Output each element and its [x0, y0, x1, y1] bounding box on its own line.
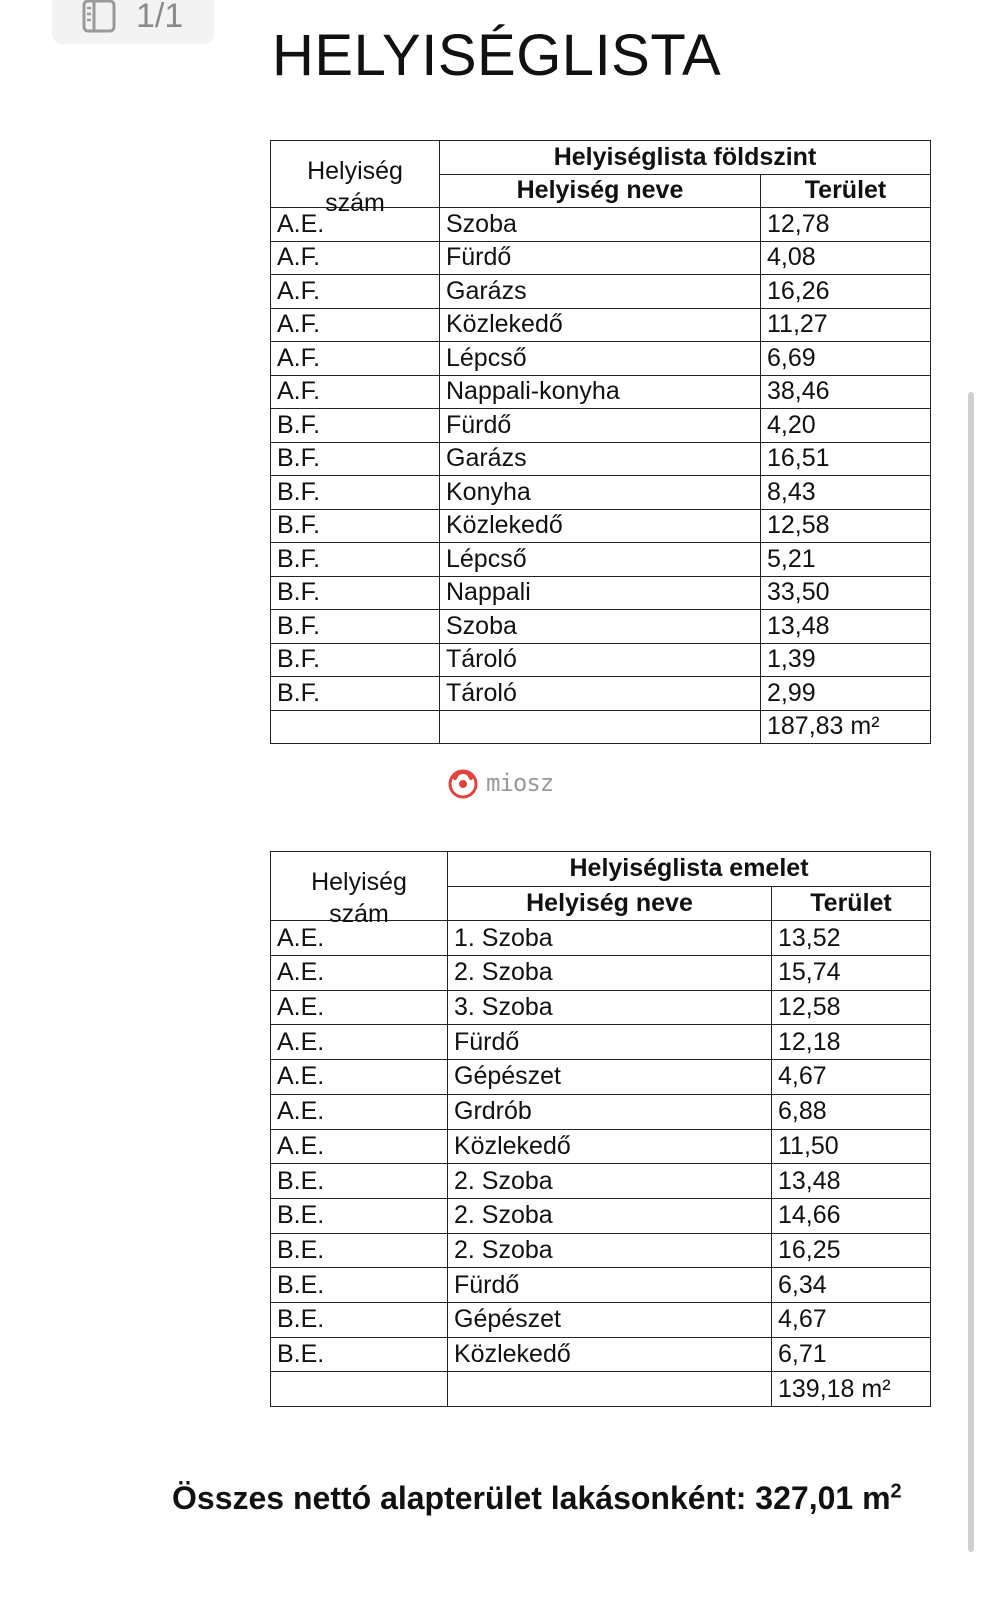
room-area-cell: 6,71 — [772, 1337, 931, 1372]
page-count: 1/1 — [136, 0, 184, 35]
room-number-header-line2: szám — [325, 189, 385, 217]
room-name-cell: Szoba — [440, 610, 761, 644]
room-number-header — [271, 852, 448, 928]
summary-superscript: 2 — [890, 1480, 902, 1503]
room-area-cell: 14,66 — [772, 1198, 931, 1233]
room-area-cell: 13,48 — [761, 610, 931, 644]
room-name-cell: Tároló — [440, 643, 761, 677]
room-area-cell: 16,25 — [772, 1233, 931, 1268]
room-number-cell: B.F. — [271, 677, 440, 711]
room-number-header-line1: Helyiség — [307, 157, 403, 185]
room-area-cell: 12,78 — [761, 208, 931, 242]
summary-label: Összes nettó alapterület lakásonként: 327,01 m — [172, 1480, 891, 1516]
scrollbar[interactable] — [968, 392, 974, 1552]
room-name-cell: Közlekedő — [440, 509, 761, 543]
room-name-cell: Lépcső — [440, 543, 761, 577]
room-number-cell: B.E. — [271, 1164, 448, 1199]
total-empty-cell — [448, 1372, 772, 1407]
total-empty-cell — [440, 710, 761, 744]
room-number-cell: B.F. — [271, 442, 440, 476]
room-name-cell: Konyha — [440, 476, 761, 510]
table-row — [271, 1268, 931, 1303]
room-name-cell: Grdrób — [448, 1094, 772, 1129]
table-row — [271, 576, 931, 610]
table-row — [271, 308, 931, 342]
room-name-cell: Lépcső — [440, 342, 761, 376]
room-name-cell: Nappali-konyha — [440, 375, 761, 409]
room-name-cell: Fürdő — [448, 1025, 772, 1060]
page-title: HELYISÉGLISTA — [272, 23, 722, 88]
room-name-header: Helyiség neve — [440, 174, 761, 208]
table-title: Helyiséglista földszint — [440, 141, 931, 175]
room-name-cell: Közlekedő — [440, 308, 761, 342]
total-area: 139,18 m² — [772, 1372, 931, 1407]
room-area-cell: 12,58 — [761, 509, 931, 543]
table-row — [271, 1233, 931, 1268]
room-number-cell: A.E. — [271, 208, 440, 242]
room-area-cell: 16,51 — [761, 442, 931, 476]
table-row — [271, 990, 931, 1025]
room-name-cell: Gépészet — [448, 1302, 772, 1337]
room-area-cell: 8,43 — [761, 476, 931, 510]
table-row — [271, 956, 931, 991]
room-area-cell: 13,48 — [772, 1164, 931, 1199]
room-area-cell: 15,74 — [772, 956, 931, 991]
table-row — [271, 476, 931, 510]
room-area-cell: 6,69 — [761, 342, 931, 376]
room-number-header — [271, 141, 440, 217]
room-area-cell: 4,08 — [761, 241, 931, 275]
room-number-cell: B.E. — [271, 1302, 448, 1337]
table-row — [271, 1302, 931, 1337]
room-name-cell: Tároló — [440, 677, 761, 711]
room-area-cell: 4,67 — [772, 1302, 931, 1337]
room-area-cell: 33,50 — [761, 576, 931, 610]
room-number-cell: A.F. — [271, 241, 440, 275]
room-number-cell: B.F. — [271, 476, 440, 510]
table-row — [271, 375, 931, 409]
room-number-cell: A.F. — [271, 342, 440, 376]
room-number-cell: A.F. — [271, 275, 440, 309]
watermark-text: miosz — [486, 769, 554, 797]
room-number-cell: B.E. — [271, 1198, 448, 1233]
total-empty-cell — [271, 1372, 448, 1407]
room-number-cell: B.F. — [271, 610, 440, 644]
room-area-cell: 12,58 — [772, 990, 931, 1025]
table-row — [271, 1198, 931, 1233]
table-title: Helyiséglista emelet — [448, 852, 931, 887]
room-number-cell: A.E. — [271, 1060, 448, 1095]
room-area-cell: 6,88 — [772, 1094, 931, 1129]
pages-icon — [80, 0, 122, 35]
total-row — [271, 1372, 931, 1407]
room-number-cell: B.F. — [271, 543, 440, 577]
room-area-cell: 38,46 — [761, 375, 931, 409]
room-number-cell: B.E. — [271, 1268, 448, 1303]
room-number-cell: A.E. — [271, 1025, 448, 1060]
room-number-cell: B.F. — [271, 409, 440, 443]
room-name-cell: 1. Szoba — [448, 921, 772, 956]
room-number-cell: A.E. — [271, 1129, 448, 1164]
room-area-cell: 4,67 — [772, 1060, 931, 1095]
room-number-header-line2: szám — [329, 900, 389, 928]
room-area-cell: 6,34 — [772, 1268, 931, 1303]
table-row — [271, 1025, 931, 1060]
room-number-cell: A.F. — [271, 375, 440, 409]
room-number-cell: A.E. — [271, 990, 448, 1025]
room-number-cell: A.E. — [271, 921, 448, 956]
room-name-cell: 2. Szoba — [448, 1198, 772, 1233]
room-area-cell: 13,52 — [772, 921, 931, 956]
miosz-logo-icon — [446, 766, 482, 800]
table-row — [271, 1129, 931, 1164]
total-area: 187,83 m² — [761, 710, 931, 744]
room-name-cell: Szoba — [440, 208, 761, 242]
room-number-cell: B.F. — [271, 576, 440, 610]
room-name-cell: 2. Szoba — [448, 1233, 772, 1268]
table-row — [271, 1060, 931, 1095]
room-number-cell: A.E. — [271, 956, 448, 991]
room-number-cell: B.E. — [271, 1337, 448, 1372]
summary-total — [172, 1480, 902, 1517]
table-row — [271, 409, 931, 443]
total-empty-cell — [271, 710, 440, 744]
room-number-cell: B.F. — [271, 509, 440, 543]
room-name-cell: Fürdő — [448, 1268, 772, 1303]
room-number-cell: B.E. — [271, 1233, 448, 1268]
total-row — [271, 710, 931, 744]
room-name-cell: Garázs — [440, 275, 761, 309]
page-indicator[interactable] — [52, 0, 214, 44]
watermark — [446, 766, 553, 800]
room-area-cell: 11,50 — [772, 1129, 931, 1164]
room-area-cell: 5,21 — [761, 543, 931, 577]
table-row — [271, 1094, 931, 1129]
room-name-cell: 2. Szoba — [448, 1164, 772, 1199]
upper-floor-table — [270, 851, 931, 1407]
room-area-cell: 1,39 — [761, 643, 931, 677]
room-area-cell: 4,20 — [761, 409, 931, 443]
room-name-cell: Fürdő — [440, 241, 761, 275]
room-name-cell: Közlekedő — [448, 1337, 772, 1372]
room-area-cell: 2,99 — [761, 677, 931, 711]
room-number-cell: A.F. — [271, 308, 440, 342]
room-name-cell: Garázs — [440, 442, 761, 476]
table-row — [271, 241, 931, 275]
room-number-header-line1: Helyiség — [311, 868, 407, 896]
table-row — [271, 275, 931, 309]
room-area-cell: 12,18 — [772, 1025, 931, 1060]
ground-floor-table — [270, 140, 931, 744]
table-row — [271, 1164, 931, 1199]
ground-floor-rows — [271, 208, 931, 711]
room-area-cell: 16,26 — [761, 275, 931, 309]
table-row — [271, 442, 931, 476]
room-name-cell: 2. Szoba — [448, 956, 772, 991]
table-row — [271, 677, 931, 711]
room-name-cell: Gépészet — [448, 1060, 772, 1095]
room-number-cell: B.F. — [271, 643, 440, 677]
upper-floor-rows — [271, 921, 931, 1372]
room-name-header: Helyiség neve — [448, 886, 772, 921]
area-header: Terület — [772, 886, 931, 921]
table-row — [271, 342, 931, 376]
room-name-cell: 3. Szoba — [448, 990, 772, 1025]
table-row — [271, 543, 931, 577]
room-number-cell: A.E. — [271, 1094, 448, 1129]
table-row — [271, 610, 931, 644]
room-name-cell: Közlekedő — [448, 1129, 772, 1164]
area-header: Terület — [761, 174, 931, 208]
room-name-cell: Nappali — [440, 576, 761, 610]
table-row — [271, 509, 931, 543]
table-row — [271, 1337, 931, 1372]
table-row — [271, 643, 931, 677]
room-name-cell: Fürdő — [440, 409, 761, 443]
room-area-cell: 11,27 — [761, 308, 931, 342]
